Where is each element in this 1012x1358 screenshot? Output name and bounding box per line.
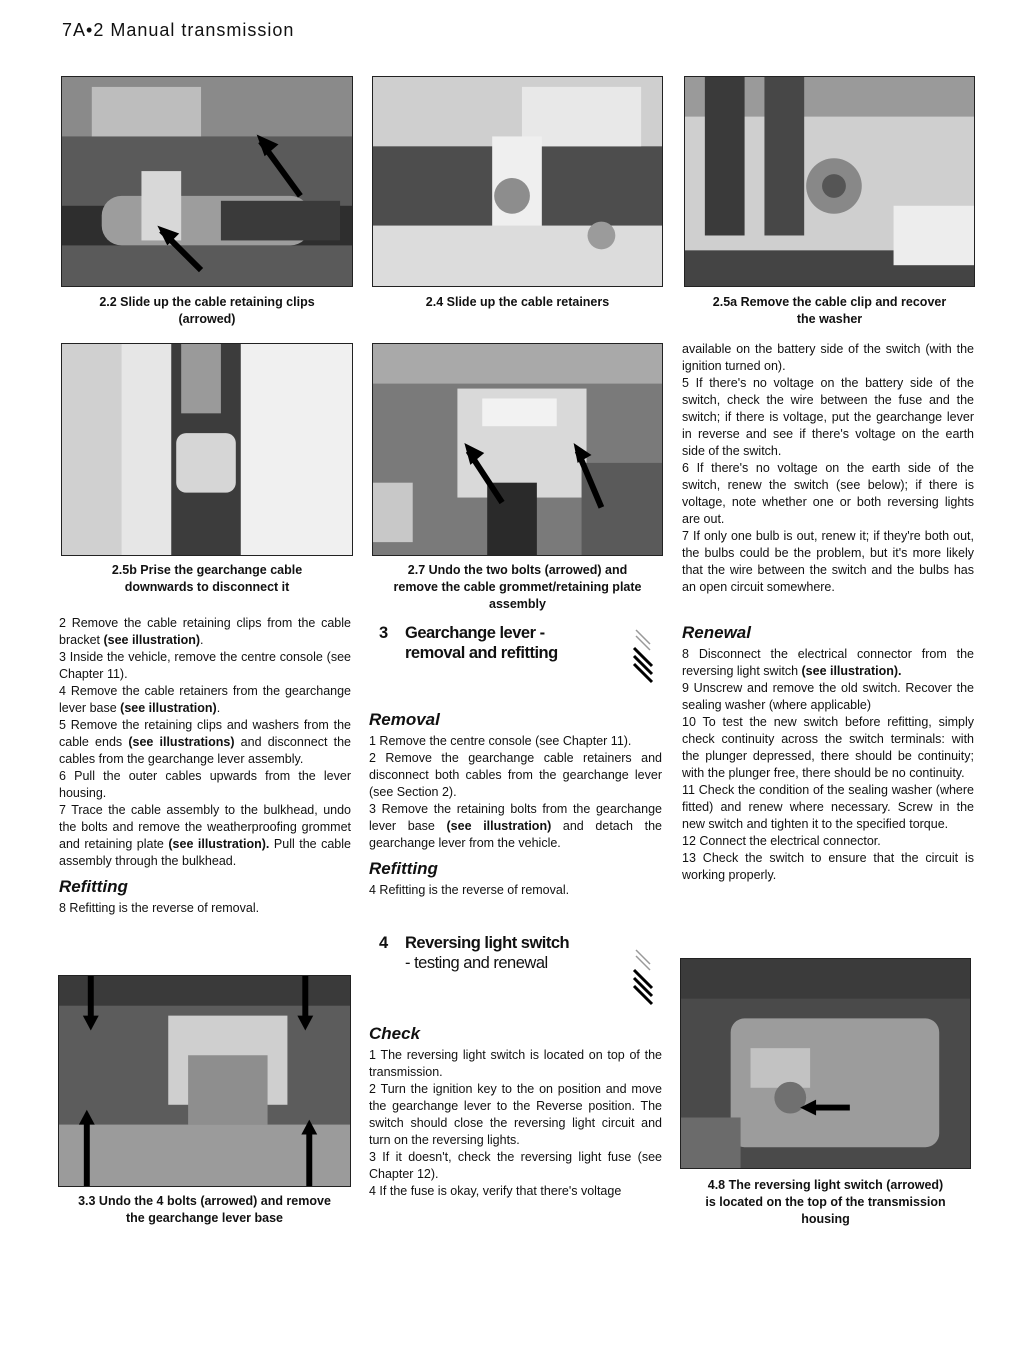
paragraph: available on the battery side of the switch (with the ignition turned on). xyxy=(682,342,974,373)
photo-2-4 xyxy=(372,76,663,287)
section-4-heading: 4 Reversing light switch - testing and renewal xyxy=(379,934,570,972)
caption-2-5a: 2.5a Remove the cable clip and recover the washer xyxy=(712,295,947,326)
caption-2-7: 2.7 Undo the two bolts (arrowed) and remove the cable grommet/retaining plate assembly xyxy=(393,563,642,611)
paragraph: 2 Turn the ignition key to the on position and move the gearchange lever to the Reverse position. The switch should close the reversing light circuit and turn on the reversing lights. xyxy=(369,1082,662,1147)
paragraph: 4 Remove the cable retainers from the gearchange lever base (see illustration). xyxy=(59,684,351,715)
paragraph: 8 Refitting is the reverse of removal. xyxy=(59,901,260,915)
caption-2-4: 2.4 Slide up the cable retainers xyxy=(425,295,610,309)
paragraph: 12 Connect the electrical connector. xyxy=(682,834,881,848)
paragraph: 6 Pull the outer cables upwards from the lever housing. xyxy=(59,769,351,800)
photo-2-5a xyxy=(684,76,975,287)
paragraph: 7 If only one bulb is out, renew it; if they're both out, the bulbs could be the problem, but it's more likely that the wire between the switch and the bulbs has an open circuit somewhere. xyxy=(682,529,974,594)
paragraph: 3 Remove the retaining bolts from the gearchange lever base (see illustration) and detach the gearchange lever from the vehicle. xyxy=(369,802,662,850)
paragraph: 3 If it doesn't, check the reversing light fuse (see Chapter 12). xyxy=(369,1150,662,1181)
paragraph: 9 Unscrew and remove the old switch. Recover the sealing washer (where applicable) xyxy=(682,681,974,712)
middle-column xyxy=(369,623,662,1200)
subheading-removal: Removal xyxy=(369,710,440,729)
paragraph: 13 Check the switch to ensure that the circuit is working properly. xyxy=(682,851,974,882)
paragraph: 6 If there's no voltage on the earth side of the switch, renew the switch (see below); if there is voltage, note whether one or both reversing lights are out. xyxy=(682,461,974,526)
photo-3-3 xyxy=(58,975,351,1187)
paragraph: 4 If the fuse is okay, verify that there's voltage xyxy=(369,1184,622,1198)
photo-2-2 xyxy=(61,76,353,287)
paragraph: 1 Remove the centre console (see Chapter 11). xyxy=(369,734,632,748)
paragraph: 2 Remove the gearchange cable retainers and disconnect both cables from the gearchange lever (see Section 2). xyxy=(369,751,662,799)
left-column xyxy=(59,615,351,917)
subheading-check: Check xyxy=(369,1024,421,1043)
paragraph: 7 Trace the cable assembly to the bulkhead, undo the bolts and remove the weatherproofing grommet and retaining plate (see illustration). Pull the cable assembly through the bulkhead. xyxy=(59,803,351,868)
caption-2-2: 2.2 Slide up the cable retaining clips (arrowed) xyxy=(99,295,315,326)
subheading-refitting: Refitting xyxy=(369,859,438,878)
photo-2-7 xyxy=(372,343,663,556)
caption-4-8: 4.8 The reversing light switch (arrowed) is located on the top of the transmission housing xyxy=(705,1178,946,1226)
spanner-difficulty-icon xyxy=(628,946,658,1008)
caption-3-3: 3.3 Undo the 4 bolts (arrowed) and remove the gearchange lever base xyxy=(78,1194,331,1225)
section-3-heading: 3 Gearchange lever - removal and refitting xyxy=(379,624,558,662)
paragraph: 3 Inside the vehicle, remove the centre console (see Chapter 11). xyxy=(59,650,351,681)
paragraph: 11 Check the condition of the sealing washer (where fitted) and renew where necessary. Screw in the new switch and tighten it to the specified torque. xyxy=(682,783,974,831)
subheading-refitting: Refitting xyxy=(59,877,128,896)
photo-4-8 xyxy=(680,958,971,1169)
paragraph: 4 Refitting is the reverse of removal. xyxy=(369,883,570,897)
page-header: 7A•2 Manual transmission xyxy=(62,20,295,40)
paragraph: 8 Disconnect the electrical connector from the reversing light switch (see illustration). xyxy=(682,647,974,678)
paragraph: 5 If there's no voltage on the battery side of the switch, check the wire between the fuse and the switch; if there is voltage, put the gearchange lever in reverse and see if there's voltage on the earth side of the switch. xyxy=(682,376,974,458)
subheading-renewal: Renewal xyxy=(682,623,751,642)
photo-2-5b xyxy=(61,343,353,556)
paragraph: 2 Remove the cable retaining clips from the cable bracket (see illustration). xyxy=(59,616,351,647)
right-column xyxy=(682,341,974,884)
caption-2-5b: 2.5b Prise the gearchange cable downwards to disconnect it xyxy=(111,563,303,594)
paragraph: 5 Remove the retaining clips and washers from the cable ends (see illustrations) and disconnect the cables from the gearchange lever assembly. xyxy=(59,718,351,766)
paragraph: 10 To test the new switch before refitting, simply check continuity across the switch terminals: with the plunger depressed, there should be continuity; with the plunger free, there should be no continuity. xyxy=(682,715,974,780)
paragraph: 1 The reversing light switch is located on top of the transmission. xyxy=(369,1048,662,1079)
spanner-difficulty-icon xyxy=(628,626,658,686)
